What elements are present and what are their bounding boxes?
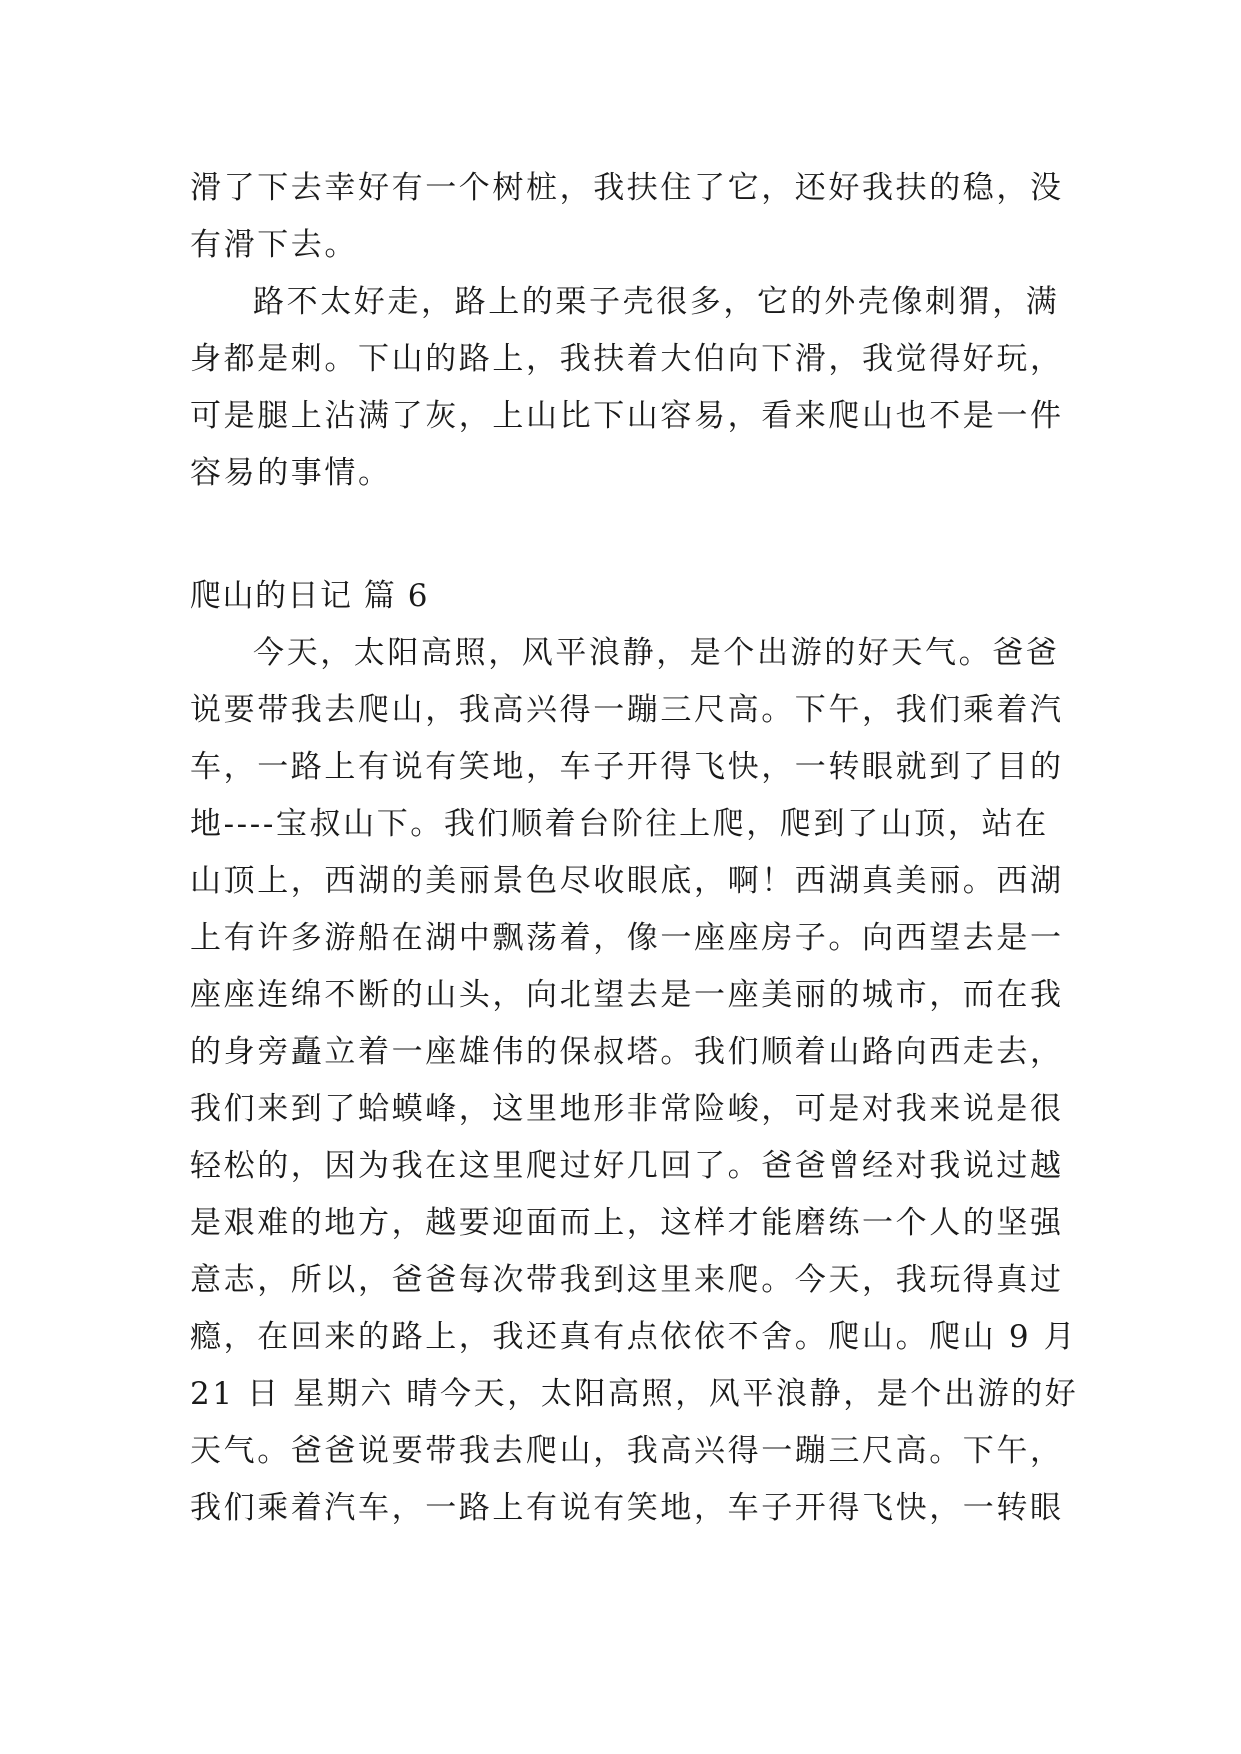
paragraph-walk-line: 路不太好走，路上的栗子壳很多，它的外壳像刺猬，满 — [253, 284, 1060, 320]
paragraph-diary-line: 山顶上，西湖的美丽景色尽收眼底，啊！西湖真美丽。西湖 — [190, 863, 1064, 899]
paragraph-diary-line: 说要带我去爬山，我高兴得一蹦三尺高。下午，我们乘着汽 — [190, 692, 1064, 728]
paragraph-diary-line: 车，一路上有说有笑地，车子开得飞快，一转眼就到了目的 — [190, 749, 1064, 785]
continuation-line: 有滑下去。 — [190, 227, 358, 263]
continuation-line: 滑了下去幸好有一个树桩，我扶住了它，还好我扶的稳，没 — [190, 170, 1064, 206]
paragraph-walk-line: 容易的事情。 — [190, 455, 392, 491]
paragraph-diary-line: 上有许多游船在湖中飘荡着，像一座座房子。向西望去是一 — [190, 920, 1064, 956]
paragraph-diary-line: 的身旁矗立着一座雄伟的保叔塔。我们顺着山路向西走去， — [190, 1034, 1064, 1070]
paragraph-diary-line: 瘾，在回来的路上，我还真有点依依不舍。爬山。爬山 9 月 — [190, 1319, 1078, 1355]
paragraph-diary-line: 座座连绵不断的山头，向北望去是一座美丽的城市，而在我 — [190, 977, 1064, 1013]
paragraph-diary-line: 轻松的，因为我在这里爬过好几回了。爸爸曾经对我说过越 — [190, 1148, 1064, 1184]
section-heading: 爬山的日记 篇 6 — [190, 578, 429, 614]
paragraph-diary-line: 是艰难的地方，越要迎面而上，这样才能磨练一个人的坚强 — [190, 1205, 1064, 1241]
paragraph-walk-line: 身都是刺。下山的路上，我扶着大伯向下滑，我觉得好玩， — [190, 341, 1064, 377]
paragraph-diary-line: 21 日 星期六 晴今天，太阳高照，风平浪静，是个出游的好 — [190, 1376, 1079, 1412]
paragraph-walk-line: 可是腿上沾满了灰，上山比下山容易，看来爬山也不是一件 — [190, 398, 1064, 434]
paragraph-diary-line: 我们乘着汽车，一路上有说有笑地，车子开得飞快，一转眼 — [190, 1490, 1064, 1526]
paragraph-diary-line: 天气。爸爸说要带我去爬山，我高兴得一蹦三尺高。下午， — [190, 1433, 1064, 1469]
paragraph-diary-line: 我们来到了蛤蟆峰，这里地形非常险峻，可是对我来说是很 — [190, 1091, 1064, 1127]
paragraph-diary-line: 今天，太阳高照，风平浪静，是个出游的好天气。爸爸 — [253, 635, 1060, 671]
paragraph-diary-line: 地----宝叔山下。我们顺着台阶往上爬，爬到了山顶，站在 — [190, 806, 1049, 842]
paragraph-diary-line: 意志，所以，爸爸每次带我到这里来爬。今天，我玩得真过 — [190, 1262, 1064, 1298]
